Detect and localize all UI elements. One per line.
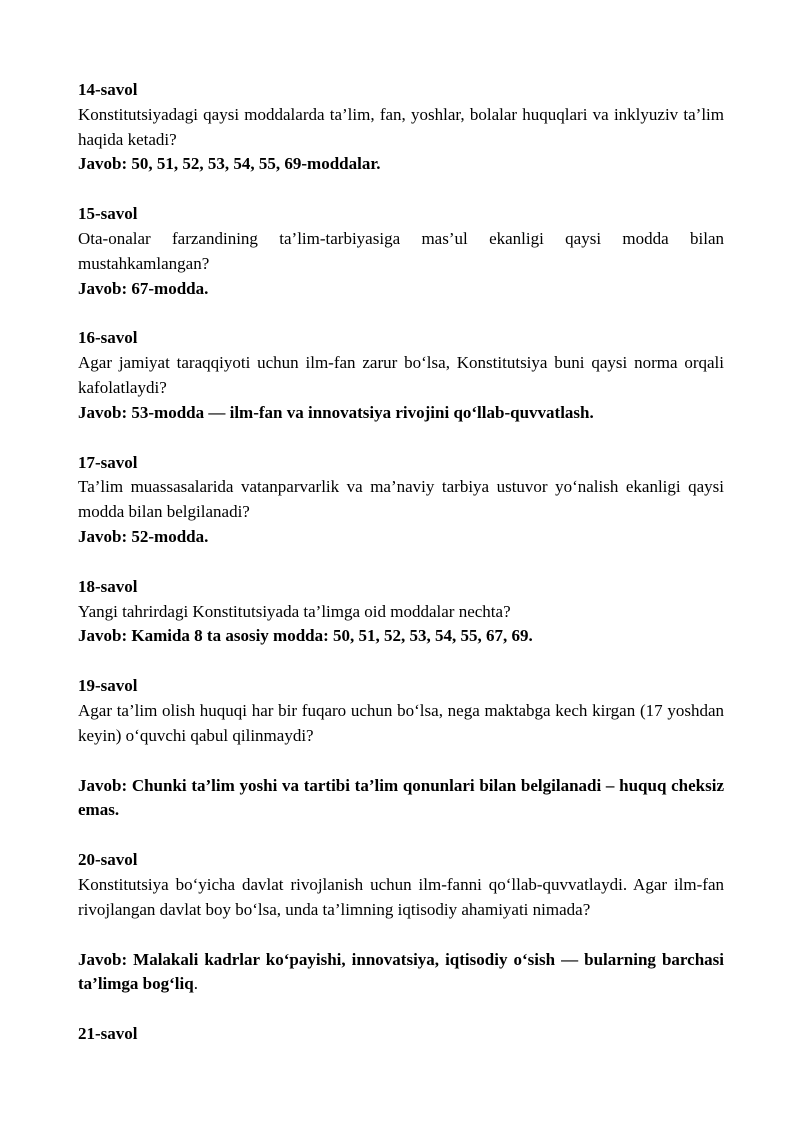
question-text: Ota-onalar farzandining ta’lim-tarbiyasiga mas’ul ekanligi qaysi modda bilan mustahkamlangan? <box>78 228 724 273</box>
answer-bold-text: Javob: Malakali kadrlar ko‘payishi, innovatsiya, iqtisodiy o‘sish — bularning barchasi ta’limga bog‘liq <box>78 949 724 994</box>
question-text: Agar jamiyat taraqqiyoti uchun ilm-fan zarur bo‘lsa, Konstitutsiya buni qaysi norma orqali kafolatlaydi? <box>78 353 724 397</box>
question-block-18 <box>78 575 724 649</box>
question-text: Yangi tahrirdagi Konstitutsiyada ta’limga oid moddalar nechta? <box>78 601 511 621</box>
question-heading: 14-savol <box>78 80 138 99</box>
question-heading: 21-savol <box>78 1024 138 1044</box>
answer-text: Javob: 53-modda — ilm-fan va innovatsiya rivojini qo‘llab-quvvatlash. <box>78 402 594 422</box>
document-page <box>78 78 724 1047</box>
question-text: Agar ta’lim olish huquqi har bir fuqaro uchun bo‘lsa, nega maktabga kech kirgan (17 yoshdan keyin) o‘quvchi qabul qilinmaydi? <box>78 700 724 745</box>
answer-text: Javob: Kamida 8 ta asosiy modda: 50, 51, 52, 53, 54, 55, 67, 69. <box>78 626 533 646</box>
question-heading: 20-savol <box>78 850 138 870</box>
answer-text: Javob: 67-modda. <box>78 278 209 298</box>
question-text: Konstitutsiyadagi qaysi moddalarda ta’lim, fan, yoshlar, bolalar huquqlari va inklyuziv ta’lim haqida ketadi? <box>78 104 724 149</box>
question-block-16 <box>78 326 724 425</box>
answer-text: Javob: Chunki ta’lim yoshi va tartibi ta’lim qonunlari bilan belgilanadi – huquq cheksiz emas. <box>78 775 724 820</box>
question-heading: 17-savol <box>78 452 138 472</box>
question-text: Ta’lim muassasalarida vatanparvarlik va ma’naviy tarbiya ustuvor yo‘nalish ekanligi qaysi modda bilan belgilanadi? <box>78 477 724 522</box>
answer-text: Javob: 52-modda. <box>78 526 209 546</box>
question-block-20 <box>78 848 724 997</box>
question-block-17 <box>78 451 724 550</box>
answer-text <box>78 948 724 998</box>
answer-trailing-period: . <box>193 974 198 994</box>
question-block-14 <box>78 78 724 177</box>
question-heading: 18-savol <box>78 576 138 596</box>
question-heading: 15-savol <box>78 204 138 224</box>
question-text: Konstitutsiya bo‘yicha davlat rivojlanish uchun ilm-fanni qo‘llab-quvvatlaydi. Agar ilm-fan rivojlangan davlat boy bo‘lsa, unda ta’limning iqtisodiy ahamiyati nimada? <box>78 874 724 919</box>
question-block-19 <box>78 674 724 823</box>
question-block-15 <box>78 202 724 301</box>
question-heading: 19-savol <box>78 676 138 696</box>
question-heading: 16-savol <box>78 328 138 348</box>
question-block-21 <box>78 1022 724 1047</box>
answer-text: Javob: 50, 51, 52, 53, 54, 55, 69-moddalar. <box>78 154 381 174</box>
